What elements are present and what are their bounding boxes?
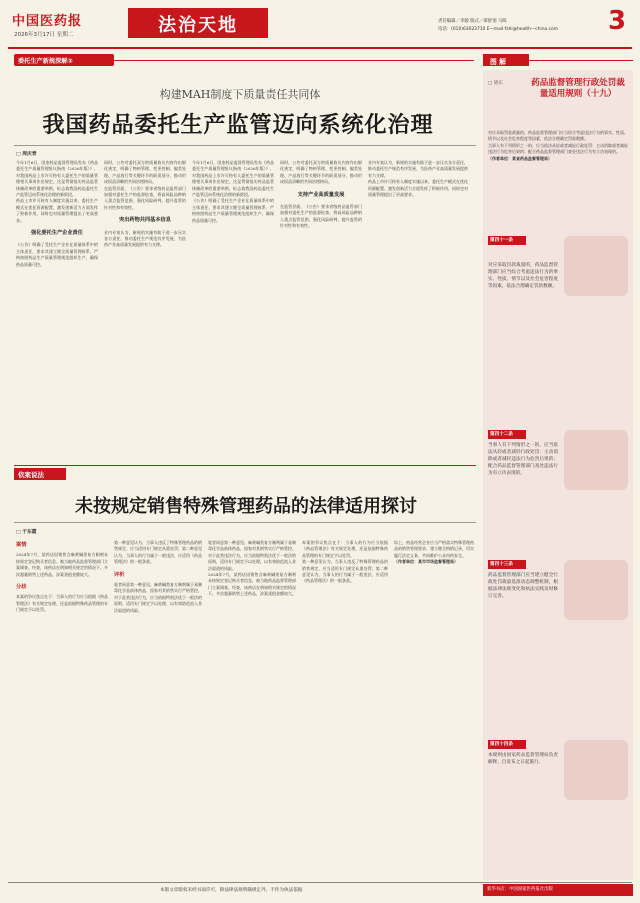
sidebar-item-2-label: 第四十二条 [490, 432, 513, 437]
sidebar-illustration-1 [564, 236, 628, 296]
article1-paragraph-1b: 今年1月6日，国家药品监督管理局发布《药品委托生产质量管理协议指南（2026年版）》，对我国药品上市许可持有人委托生产的质量管理相关事项作出规定。这是贯彻落实药品监管体制改革的重要举措，标志着我国药品委托生产监管迈向系统化治理的新阶段。 [192, 160, 274, 198]
article1-paragraph-6b: 业内专家认为，新规的实施有助于进一步压实各方责任，推动委托生产规范有序发展，为医药产业高质量发展提供有力支撑。 [368, 160, 468, 178]
article1-paragraph-2: 药品上市许可持有人制度实施以来，委托生产模式在优化资源配置、激发创新活力方面发挥了积极作用，同时也对质量管理提出了更高要求。 [16, 198, 98, 223]
article1-paragraph-3b: 《公告》明确了受托生产企业在质量体系中的主体责任，要求其建立健全质量管理体系，严格按照药品生产质量管理规范组织生产，确保药品质量可控。 [192, 198, 274, 223]
sidebar-title: 药品监督管理行政处罚裁量适用规则（十九） [531, 78, 625, 99]
article1-paragraph-5b: 在监管层面，《公告》要求省级药品监管部门加强对委托生产的监督检查，将高风险品种纳入重点监管范围，强化风险研判，提升监管的针对性和有效性。 [280, 204, 362, 229]
article1-headline-rule [14, 145, 476, 146]
sidebar-item-1-text: 对应采取罚款裁量的，药品监督管理部门应当综合考虑违法行为的事实、性质、情节以及社会危害程度等因素，依法合理确定罚款数额。 [488, 263, 558, 289]
article2-paragraph-2: 本案的争议焦点在于：当事人的行为应当依据《药品管理法》有关规定处理，还是依据特殊药品管理的专门规定予以处罚。 [16, 594, 108, 613]
article2-paragraph-1b: 2024年7月，某药店因销售含麻黄碱类复方制剂未按规定登记购买者信息，被当地药品监督管理部门立案调查。经查，该药店在明知相关规定的情况下，多次超量销售上述药品，涉案货值金额较大。 [208, 572, 296, 597]
article1-paragraph-6: 业内专家认为，新规的实施有助于进一步压实各方责任，推动委托生产规范有序发展，为医药产业高质量发展提供有力支撑。 [104, 229, 186, 248]
article2-paragraph-3b: 第一种意见认为，当事人违反了特殊管理药品的销售规定，应当适用专门规定从重处罚；第二种意见认为，当事人的行为属于一般违法，应适用《药品管理法》的一般条款。 [302, 559, 388, 584]
sidebar-intro-text-2: 当事人有下列情形之一的，应当依法从轻或者减轻行政处罚：主动消除或者减轻违法行为危害后果的；配合药品监督管理部门查处违法行为有立功表现的。 [488, 142, 628, 155]
article2-paragraph-3: 第一种意见认为，当事人违反了特殊管理药品的销售规定，应当适用专门规定从重处罚；第二种意见认为，当事人的行为属于一般违法，应适用《药品管理法》的一般条款。 [114, 540, 202, 565]
article1-kicker: 构建MAH制度下质量责任共同体 [159, 88, 321, 101]
article2-top-rule [14, 465, 476, 466]
article1-headline: 我国药品委托生产监管迈向系统化治理 [42, 113, 434, 138]
article2-col3 [208, 540, 296, 870]
article1-paragraph-2b: 药品上市许可持有人制度实施以来，委托生产模式在优化资源配置、激发创新活力方面发挥了积极作用，同时也对质量管理提出了更高要求。 [368, 179, 468, 198]
section-title: 法治天地 [158, 15, 238, 36]
sidebar-illustration-4 [564, 740, 628, 800]
masthead [8, 8, 632, 44]
article2-paragraph-1: 2024年7月，某药店因销售含麻黄碱类复方制剂未按规定登记购买者信息，被当地药品监督管理部门立案调查。经查，该药店在明知相关规定的情况下，多次超量销售上述药品，涉案货值金额较大。 [16, 552, 108, 577]
editor-line-2: 电话：(010)63023710 E—mail:fzhi@health—china.com [438, 27, 558, 32]
article2-headline-rule [14, 522, 476, 523]
article2-col5 [394, 540, 474, 870]
sidebar-item-3-text: 药品监督管理部门应当建立健全行政处罚裁量基准动态调整机制，根据法律法规变化和执法实践及时修订完善。 [488, 573, 558, 599]
article2-subhead-1: 案情 [16, 542, 27, 548]
article1-paragraph-4b: 同时，公告对委托双方的质量协议内容作出细化规定，明确了物料管理、变更控制、偏差处理、产品放行等关键环节的职责划分，推动形成权责清晰的共同治理格局。 [280, 160, 362, 185]
tuijie-label: 图 解 [490, 57, 506, 66]
article2-col2 [114, 540, 202, 870]
article2-subhead-3: 评析 [114, 571, 125, 578]
article1-col3 [192, 160, 274, 458]
sidebar-illustration-2 [564, 430, 628, 490]
article2-subhead-2: 分歧 [16, 584, 27, 591]
sidebar-intro-text: 对应采取罚款裁量的，药品监督管理部门应当综合考虑违法行为的事实、性质、情节以及社会危害程度等因素，依法合理确定罚款数额。 [488, 130, 628, 142]
footer-rule [8, 882, 632, 883]
article2-paragraph-4: 笔者同意第一种意见。麻黄碱类复方制剂属于易制毒化学品前体药品，国家对其销售实行严格管控。对于此类违法行为，应当依据特别法优于一般法的原则，适用专门规定予以处理，以有效防范流入非法渠道的风险。 [114, 582, 202, 613]
article1-paragraph-3: 《公告》明确了受托生产企业在质量体系中的主体责任，要求其建立健全质量管理体系，严格按照药品生产质量管理规范组织生产，确保药品质量可控。 [16, 242, 98, 267]
article1-col4 [280, 160, 362, 458]
article2-byline: □ 于东霞 [16, 529, 37, 535]
article1-subhead-2: 突出药物共同基本信息 [119, 217, 171, 224]
article2-footer-note: （作者单位：某市市场监督管理局） [394, 559, 458, 565]
article1-paragraph-4: 同时，公告对委托双方的质量协议内容作出细化规定，明确了物料管理、变更控制、偏差处理、产品放行等关键环节的职责划分，推动形成权责清晰的共同治理格局。 [104, 160, 186, 185]
article2-col4 [302, 540, 388, 870]
sidebar-item-4-label: 第四十四条 [490, 742, 513, 747]
date-line: 2026年3月17日 星期二 [14, 32, 74, 38]
footer-right-text: 新华书店：中国国家医药报社出版 [487, 887, 553, 892]
page-number: 3 [608, 6, 627, 36]
article1-paragraph-5: 在监管层面，《公告》要求省级药品监管部门加强对委托生产的监督检查，将高风险品种纳入重点监管范围，强化风险研判，提升监管的针对性和有效性。 [104, 185, 186, 210]
sidebar-source: （作者单位：某省药品监督管理局） [488, 155, 552, 161]
footer-left-text: 本版文章版权未经书面许可，除法律法规明确规定外，不作为执法依据 [160, 888, 303, 893]
article2-paragraph-5: 综上，药品经营企业应当严格落实特殊管理药品的销售管理要求，建立健全购销记录，切实履行法定义务，共同维护公众用药安全。 [394, 540, 474, 558]
sidebar-item-3-label: 第四十三条 [490, 562, 513, 567]
sidebar-item-2-text: 当事人有下列情形之一的，应当依法从轻或者减轻行政处罚：主动消除或者减轻违法行为危害后果的；配合药品监督管理部门查处违法行为有立功表现的。 [488, 443, 558, 476]
article2-tag: 依案说法 [18, 470, 44, 479]
sidebar-item-1-label: 第四十一条 [490, 238, 513, 243]
article2-col1 [16, 540, 108, 870]
sidebar-item-4-text: 本规则由国家药品监督管理局负责解释，自发布之日起施行。 [488, 753, 558, 765]
article1-subhead-3: 支持产业高质量发展 [297, 191, 345, 198]
article1-paragraph-1: 今年1月6日，国家药品监督管理局发布《药品委托生产质量管理协议指南（2026年版）》，对我国药品上市许可持有人委托生产的质量管理相关事项作出规定。这是贯彻落实药品监管体制改革的重要举措，标志着我国药品委托生产监管迈向系统化治理的新阶段。 [16, 160, 98, 198]
article1-col1 [16, 160, 98, 458]
sidebar-illustration-3 [564, 560, 628, 620]
paper-logo: 中国医药报 [12, 14, 83, 29]
editor-line-1: 责任编辑／李骏 版式／谭舒翎 马晖 [438, 19, 507, 24]
column-tab-label: 委托生产新规深解③ [18, 58, 73, 65]
sidebar-byline: □ 晓东 [488, 81, 503, 86]
article1-subhead-1: 强化委托生产企业责任 [31, 230, 83, 237]
column-tab-rule [114, 60, 474, 61]
article1-byline: □ 周庆青 [16, 151, 37, 157]
article2-headline: 未按规定销售特殊管理药品的法律适用探讨 [75, 496, 417, 517]
tuijie-rule [529, 60, 633, 61]
article1-col2 [104, 160, 186, 458]
article1-col5 [368, 160, 468, 458]
masthead-rule [8, 47, 632, 49]
article2-paragraph-4b: 笔者同意第一种意见。麻黄碱类复方制剂属于易制毒化学品前体药品，国家对其销售实行严格管控。对于此类违法行为，应当依据特别法优于一般法的原则，适用专门规定予以处理，以有效防范流入非法渠道的风险。 [208, 540, 296, 571]
article2-paragraph-2b: 本案的争议焦点在于：当事人的行为应当依据《药品管理法》有关规定处理，还是依据特殊药品管理的专门规定予以处罚。 [302, 540, 388, 558]
